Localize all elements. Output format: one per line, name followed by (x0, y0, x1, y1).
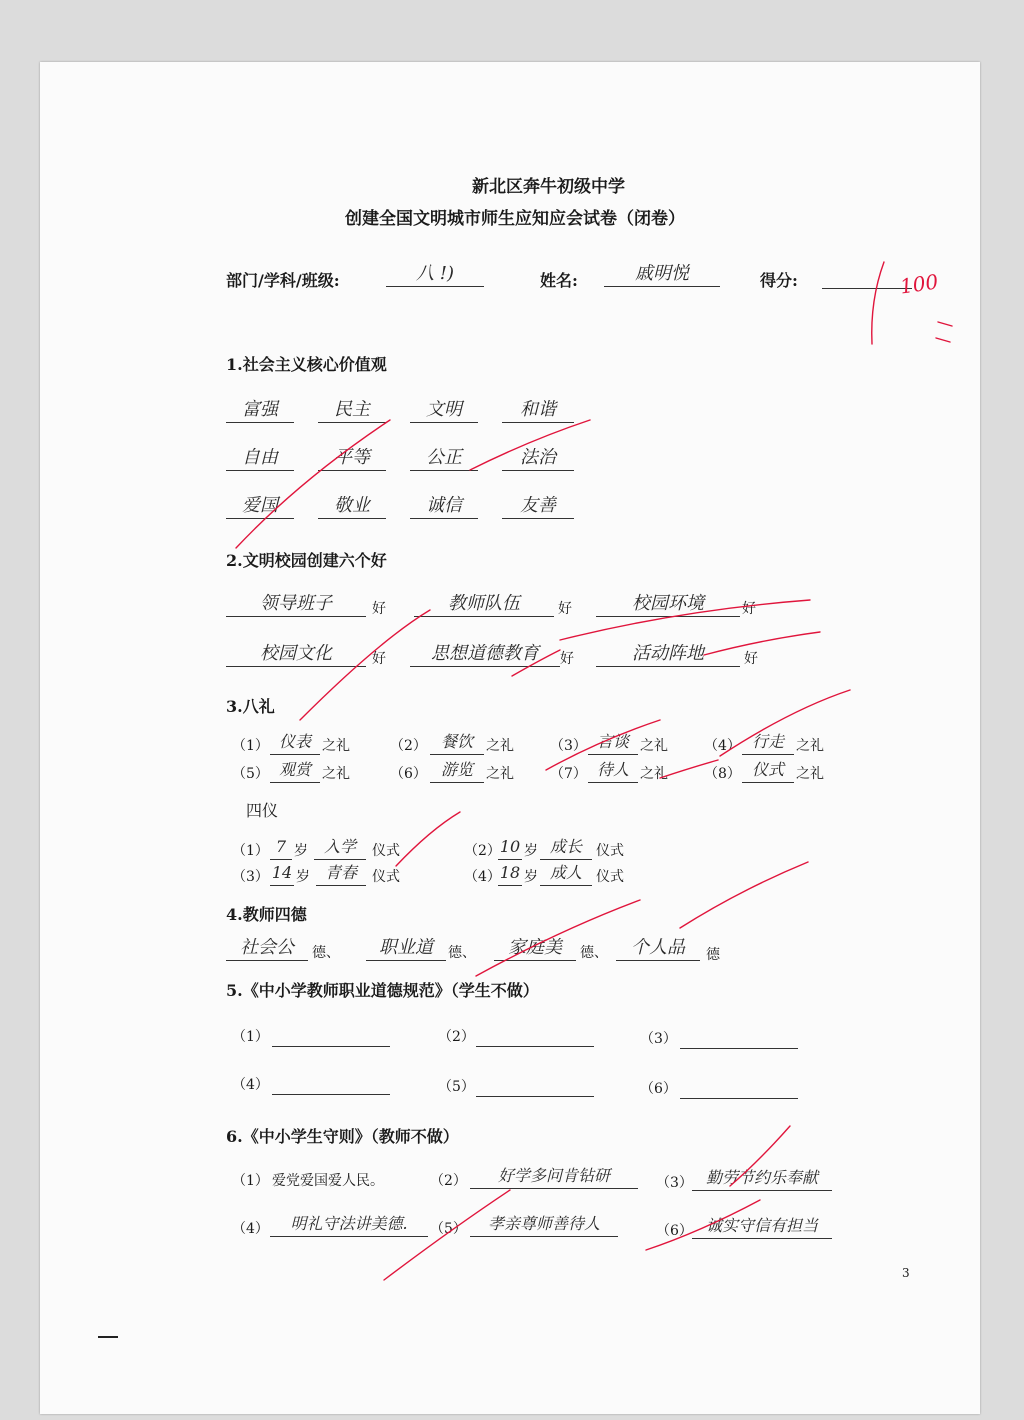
q1-answer: 民主 (318, 398, 386, 423)
yi-age: 7 (270, 835, 292, 860)
q5-num: （5） (438, 1079, 475, 1095)
exam-title: 创建全国文明城市师生应知应会试卷（闭卷） (345, 209, 685, 229)
q1-answer: 敬业 (318, 494, 386, 519)
q3-num: （2） (390, 738, 427, 754)
q6-num: （1） (232, 1173, 269, 1189)
q4-answer: 职业道 (366, 936, 446, 961)
q3-num: （4） (704, 738, 741, 754)
q5-blank[interactable] (680, 1078, 798, 1099)
q1-answer: 爱国 (226, 494, 294, 519)
age-unit: 岁 (296, 869, 310, 885)
q1-answer: 富强 (226, 398, 294, 423)
q1-answer: 友善 (502, 494, 574, 519)
q2-title: 2.文明校园创建六个好 (226, 551, 387, 570)
q5-blank[interactable] (476, 1076, 594, 1097)
q2-suffix: 好 (372, 651, 386, 667)
q2-answer: 活动阵地 (596, 642, 740, 667)
q5-num: （2） (438, 1029, 475, 1045)
q5-num: （4） (232, 1077, 269, 1093)
age-unit: 岁 (524, 843, 538, 859)
q1-answer: 和谐 (502, 398, 574, 423)
q3-num: （5） (232, 766, 269, 782)
q3-suffix: 之礼 (322, 766, 350, 782)
q1-answer: 自由 (226, 446, 294, 471)
yi-num: （2） (464, 843, 501, 859)
yi-suffix: 仪式 (372, 843, 400, 859)
q4-last-suffix: 德 (706, 947, 720, 963)
q3-suffix: 之礼 (796, 766, 824, 782)
q2-answer: 教师队伍 (414, 592, 554, 617)
q6-title: 6.《中小学生守则》（教师不做） (226, 1127, 459, 1146)
q6-answer: 好学多问肯钻研 (470, 1164, 638, 1189)
q6-answer: 明礼守法讲美德. (270, 1212, 428, 1237)
q2-suffix: 好 (744, 651, 758, 667)
q5-num: （6） (640, 1081, 677, 1097)
q1-answer: 诚信 (410, 494, 478, 519)
q3-suffix: 之礼 (486, 738, 514, 754)
q5-blank[interactable] (272, 1074, 390, 1095)
q2-answer: 领导班子 (226, 592, 366, 617)
school-name: 新北区奔牛初级中学 (472, 177, 625, 197)
yi-answer: 成人 (540, 861, 592, 886)
q2-suffix: 好 (560, 651, 574, 667)
q5-title: 5.《中小学教师职业道德规范》（学生不做） (226, 981, 539, 1000)
q6-item1: 爱党爱国爱人民。 (272, 1173, 384, 1189)
q3-answer: 言谈 (588, 730, 638, 755)
q5-blank[interactable] (476, 1026, 594, 1047)
q4-suffix: 德、 (580, 945, 608, 961)
yi-num: （3） (232, 869, 269, 885)
q6-answer: 诚实守信有担当 (692, 1214, 832, 1239)
age-unit: 岁 (524, 869, 538, 885)
q2-answer: 校园环境 (596, 592, 740, 617)
yi-answer: 成长 (540, 835, 592, 860)
yi-age: 10 (498, 835, 522, 860)
q3-answer: 游览 (430, 758, 484, 783)
q3-answer: 行走 (742, 730, 794, 755)
q4-suffix: 德、 (312, 945, 340, 961)
q3-answer: 餐饮 (430, 730, 484, 755)
q5-num: （1） (232, 1029, 269, 1045)
dept-label: 部门/学科/班级: (226, 271, 340, 290)
q3-suffix: 之礼 (640, 766, 668, 782)
yi-answer: 青春 (316, 861, 366, 886)
q2-suffix: 好 (742, 601, 756, 617)
q4-answer: 家庭美 (494, 936, 576, 961)
page-number: 3 (902, 1266, 910, 1280)
q2-suffix: 好 (558, 601, 572, 617)
score-value: 100 (898, 269, 940, 299)
q2-suffix: 好 (372, 601, 386, 617)
q2-answer: 校园文化 (226, 642, 366, 667)
q4-suffix: 德、 (448, 945, 476, 961)
q4-answer: 个人品 (616, 936, 700, 961)
q6-num: （2） (430, 1173, 467, 1189)
q4-answer: 社会公 (226, 936, 308, 961)
score-label: 得分: (760, 271, 798, 290)
yi-suffix: 仪式 (596, 869, 624, 885)
q5-blank[interactable] (272, 1026, 390, 1047)
q3-title: 3.八礼 (226, 697, 275, 716)
q3-num: （8） (704, 766, 741, 782)
q3-suffix: 之礼 (486, 766, 514, 782)
q6-num: （5） (430, 1221, 467, 1237)
margin-mark (98, 1336, 118, 1338)
yi-suffix: 仪式 (596, 843, 624, 859)
age-unit: 岁 (294, 843, 308, 859)
yi-answer: 入学 (314, 835, 366, 860)
q5-num: （3） (640, 1031, 677, 1047)
q1-answer: 文明 (410, 398, 478, 423)
q1-answer: 平等 (318, 446, 386, 471)
q1-answer: 公正 (410, 446, 478, 471)
q3-num: （7） (550, 766, 587, 782)
q1-answer: 法治 (502, 446, 574, 471)
q1-title: 1.社会主义核心价值观 (226, 355, 387, 374)
name-label: 姓名: (540, 271, 578, 290)
q3-suffix: 之礼 (322, 738, 350, 754)
q6-num: （3） (656, 1175, 693, 1191)
q6-num: （4） (232, 1221, 269, 1237)
q2-answer: 思想道德教育 (410, 642, 560, 667)
yi-age: 18 (498, 861, 522, 886)
q5-blank[interactable] (680, 1028, 798, 1049)
yi-num: （4） (464, 869, 501, 885)
q3-num: （1） (232, 738, 269, 754)
q6-answer: 勤劳节约乐奉献 (692, 1166, 832, 1191)
q3-answer: 待人 (588, 758, 638, 783)
q3-suffix: 之礼 (796, 738, 824, 754)
q3-answer: 观赏 (270, 758, 320, 783)
name-value: 戚明悦 (604, 262, 720, 287)
q3-answer: 仪表 (270, 730, 320, 755)
q6-answer: 孝亲尊师善待人 (470, 1212, 618, 1237)
q3-answer: 仪式 (742, 758, 794, 783)
yi-suffix: 仪式 (372, 869, 400, 885)
dept-value: 八 !) (386, 262, 484, 287)
yi-age: 14 (270, 861, 294, 886)
yi-num: （1） (232, 843, 269, 859)
q3-suffix: 之礼 (640, 738, 668, 754)
q3-num: （6） (390, 766, 427, 782)
q3-num: （3） (550, 738, 587, 754)
siyi-title: 四仪 (246, 801, 279, 820)
q4-title: 4.教师四德 (226, 905, 307, 924)
q6-num: （6） (656, 1223, 693, 1239)
